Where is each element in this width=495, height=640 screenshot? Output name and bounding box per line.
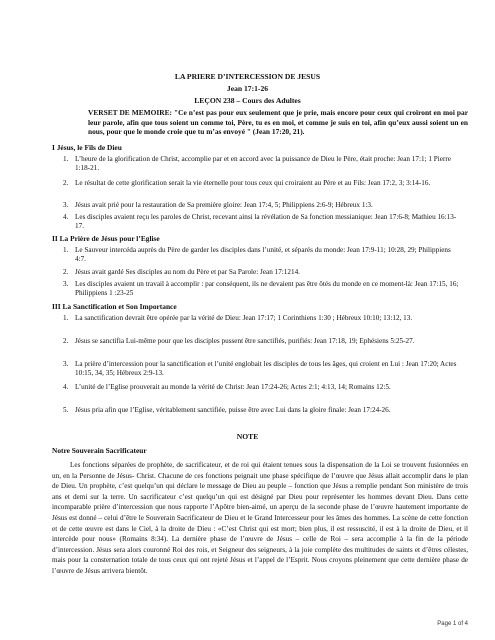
item-text: Jésus se sanctifia Lui-même pour que les disciples pussent être sanctifiés, purifiés: Jean 17:18, 19; Ephésiens 5:25-27. — [75, 337, 415, 345]
item-text: Jésus avait gardé Ses disciples au nom du Père et par Sa Parole: Jean 17:1214. — [75, 268, 300, 276]
section-heading-3: III La Sanctification et Son Importance — [52, 302, 177, 311]
list-item — [63, 314, 463, 323]
document-title: LA PRIERE D’INTERCESSION DE JESUS — [174, 72, 321, 81]
list-item — [63, 383, 463, 392]
item-number: 2. — [63, 179, 69, 187]
list-item — [63, 337, 463, 346]
item-text: Le résultat de cette glorification serait la vie éternelle pour tous ceux qui croiraient au Père et au Fils: Jean 17:2, 3; 3:14-16. — [75, 179, 431, 187]
note-paragraph: Les fonctions séparées de prophète, de sacrificateur, et de roi qui étaient tenues sous la dispensation de la Loi se trouvent fusionnées en un, en la Personne de Jésus- Christ. Chacune de ces fonctions peignait une phase spécifique de l’œuvre que Jésus allait accomplir dans le plan de Dieu. Un prophète, c’est quelqu’un qui déclare le message de Dieu au peuple – fonction que Jésus a remplie pendant Son ministère de trois ans et demi sur la terre. Un sacrificateur c’est quelqu’un qui est désigné par Dieu pour représenter les hommes devant Dieu. Dans cette incomparable prière d’intercession que nous rapporte l’Apôtre bien-aimé, un aperçu de la seconde phase de l’œuvre hautement importante de Jésus est donné – celui d’être le Souverain Sacrificateur de Dieu et le Grand Intercesseur pour les âmes des hommes. La scène de cette fonction et de cette œuvre est dans le Ciel, à la droite de Dieu : «C’est Christ qui est mort; bien plus, il est ressuscité, il est à la droite de Dieu, et il intercède pour nous» (Romains 8:34). La dernière phase de l’œuvre de Jésus – celle de Roi – sera accomplie à la fin de la période d’intercession. Jésus sera alors couronné Roi des rois, et Seigneur des seigneurs, à la joie complète des multitudes de saints et d’êtres célestes, mais pour la consternation totale de tous ceux qui ont rejeté Jésus et l’appel de l’Esprit. Nous croyons pleinement que cette dernière phase de l’œuvre de Jésus arrivera bientôt. — [52, 461, 468, 575]
item-number: 3. — [63, 280, 69, 288]
item-number: 3. — [63, 360, 69, 368]
item-text: L’unité de l’Eglise prouverait au monde la vérité de Christ: Jean 17:24-26; Actes 2:1; 4:13, 14; Romains 12:5. — [75, 383, 391, 391]
item-number: 5. — [63, 406, 69, 414]
section-heading-1: I Jésus, le Fils de Dieu — [52, 143, 122, 152]
list-item — [63, 406, 463, 415]
note-heading: NOTE — [236, 432, 259, 441]
section-heading-2: II La Prière de Jésus pour l’Eglise — [52, 234, 160, 243]
list-item — [63, 155, 463, 174]
item-text: Les disciples avaient un travail à accomplir : par conséquent, ils ne devaient pas être ôtés du monde en ce moment-là: Jean 17:15, 16; Philippiens 1 :23-25 — [75, 280, 459, 298]
list-item — [63, 213, 463, 232]
item-text: La prière d’intercession pour la sanctification et l’unité englobait les disciples de tous les âges, qui croient en Lui : Jean 17:20; Actes 10:15, 34, 35; Hébreux 2:9-13. — [75, 360, 457, 378]
item-text: Jésus avait prié pour la restauration de Sa première gloire: Jean 17:4, 5; Philippiens 2:6-9; Hébreux 1:3. — [75, 201, 373, 209]
item-number: 1. — [63, 246, 69, 254]
list-item — [63, 268, 463, 277]
lesson-label: LEÇON 238 – Cours des Adultes — [194, 96, 301, 105]
item-text: L’heure de la glorification de Christ, accomplie par et en accord avec la puissance de Dieu le Père, était proche: Jean 17:1; 1 Pierre 1:18-21. — [75, 155, 451, 173]
list-item — [63, 360, 463, 379]
item-number: 1. — [63, 155, 69, 163]
list-item — [63, 201, 463, 210]
memory-verse: VERSET DE MEMOIRE: "Ce n’est pas pour eux seulement que je prie, mais encore pour ceux qui croiront en moi par leur parole, afin que tous soient un comme toi, Père, tu es en moi, et comme je suis en toi, afin qu’eux aussi soient un en nous, pour que le monde croie que tu m’as envoyé " (Jean 17:20, 21). — [88, 108, 468, 136]
list-item — [63, 280, 463, 299]
item-number: 2. — [63, 268, 69, 276]
item-number: 2. — [63, 337, 69, 345]
list-item — [63, 246, 463, 265]
note-subheading: Notre Souverain Sacrificateur — [52, 446, 147, 455]
scripture-reference: Jean 17:1-26 — [226, 84, 269, 93]
page-number: Page 1 of 4 — [437, 621, 468, 627]
item-number: 3. — [63, 201, 69, 209]
item-text: Les disciples avaient reçu les paroles de Christ, recevant ainsi la révélation de Sa fonction messianique: Jean 17:6-8; Mathieu 16:13-17. — [75, 213, 457, 231]
item-text: La sanctification devrait être opérée par la vérité de Dieu: Jean 17:17; 1 Corinthiens 1:30 ; Hébreux 10:10; 13:12, 13. — [75, 314, 413, 322]
item-text: Jésus pria afin que l’Eglise, véritablement sanctifiée, puisse être avec Lui dans la gloire finale: Jean 17:24-26. — [75, 406, 391, 414]
item-number: 1. — [63, 314, 69, 322]
list-item — [63, 179, 463, 188]
item-number: 4. — [63, 213, 69, 221]
item-number: 4. — [63, 383, 69, 391]
item-text: Le Sauveur intercéda auprès du Père de garder les disciples dans l’unité, et séparés du monde: Jean 17:9-11; 10:28, 29; Philippiens 4:7. — [75, 246, 451, 264]
